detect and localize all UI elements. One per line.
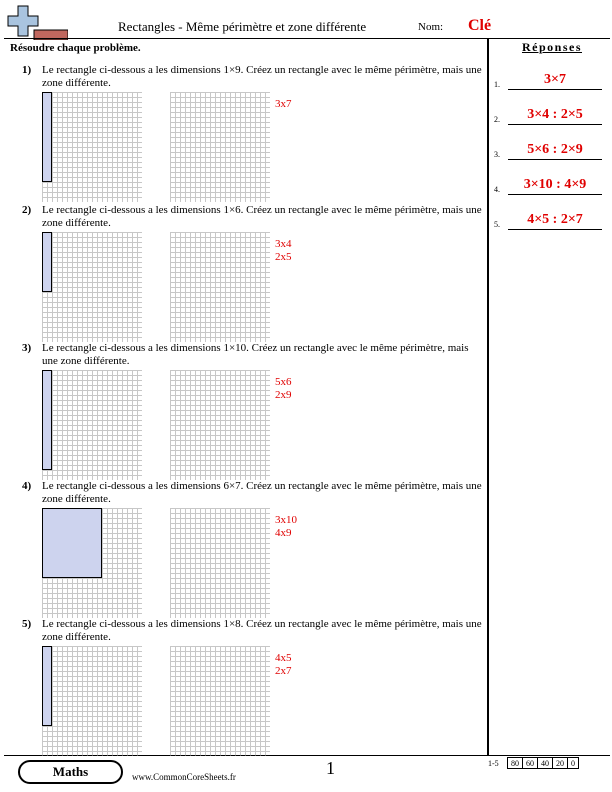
answer-value: 5×6 : 2×9 [508,141,602,160]
problem-number: 2) [22,204,32,216]
answer-grid[interactable] [170,646,270,756]
problem-text: Le rectangle ci-dessous a les dimensions 1×8. Créez un rectangle avec le même périmètre, mais une zone différente. [42,618,482,643]
given-rectangle [42,232,52,292]
answer-grid[interactable] [170,92,270,202]
given-rectangle [42,508,102,578]
answer-row [492,70,607,90]
answer-row [492,210,607,230]
subject-badge: Maths [18,760,123,784]
header-divider [4,38,610,39]
given-rectangle-grid [42,646,142,756]
score-cell: 80 [508,758,523,769]
answer-number: 2. [494,115,500,124]
given-rectangle-grid [42,232,142,342]
problem-number: 3) [22,342,32,354]
problem-answers [275,238,292,264]
score-cell: 40 [538,758,553,769]
given-rectangle-grid [42,370,142,480]
grid-paper [170,92,270,202]
given-rectangle [42,646,52,726]
problem-text: Le rectangle ci-dessous a les dimensions 6×7. Créez un rectangle avec le même périmètre, mais une zone différente. [42,480,482,505]
answer-number: 1. [494,80,500,89]
problem-number: 1) [22,64,32,76]
answers-header: Réponses [521,40,582,54]
problem-answers [275,652,292,678]
grid-paper [170,508,270,618]
problem-text: Le rectangle ci-dessous a les dimensions 1×9. Créez un rectangle avec le même périmètre, mais une zone différente. [42,64,482,89]
grid-paper [42,92,142,202]
answer-value: 3×7 [508,71,602,90]
site-url: www.CommonCoreSheets.fr [132,772,236,782]
answer-grid[interactable] [170,370,270,480]
score-cell: 60 [523,758,538,769]
given-rectangle-grid [42,92,142,202]
problem-answer: 4x5 [275,652,292,664]
answer-number: 5. [494,220,500,229]
answer-value: 3×10 : 4×9 [508,176,602,195]
plus-logo-icon [4,4,68,40]
problem-4 [0,480,488,618]
answer-grid[interactable] [170,508,270,618]
grid-paper [170,232,270,342]
answer-row [492,105,607,125]
given-rectangle-grid [42,508,142,618]
problem-answer: 5x6 [275,376,292,388]
answer-value: 3×4 : 2×5 [508,106,602,125]
score-cell: 20 [553,758,568,769]
problem-answer: 2x7 [275,665,292,677]
answer-value: 4×5 : 2×7 [508,211,602,230]
answer-row [492,140,607,160]
grid-paper [170,646,270,756]
problem-answers [275,514,297,540]
score-cell: 0 [568,758,579,769]
problem-number: 5) [22,618,32,630]
problem-text: Le rectangle ci-dessous a les dimensions 1×6. Créez un rectangle avec le même périmètre, mais une zone différente. [42,204,482,229]
grid-paper [42,232,142,342]
name-value: Clé [468,17,492,34]
problem-answer: 2x9 [275,389,292,401]
given-rectangle [42,370,52,470]
score-range-label: 1-5 [488,759,499,768]
given-rectangle [42,92,52,182]
page-title: Rectangles - Même périmètre et zone différente [118,19,367,34]
problem-2 [0,204,488,342]
answer-number: 4. [494,185,500,194]
problem-answer: 3x7 [275,98,292,110]
answer-row [492,175,607,195]
name-label: Nom: [418,21,444,33]
problem-number: 4) [22,480,32,492]
instructions: Résoudre chaque problème. [10,42,141,54]
grid-paper [42,370,142,480]
problem-answer: 3x10 [275,514,297,526]
grid-paper [170,370,270,480]
problem-answer: 4x9 [275,527,292,539]
problem-3 [0,342,488,480]
problem-answer: 2x5 [275,251,292,263]
grid-paper [42,646,142,756]
problem-1 [0,64,488,202]
problem-answers [275,376,292,402]
problem-answer: 3x4 [275,238,292,250]
score-table [507,757,579,769]
answer-grid[interactable] [170,232,270,342]
problem-text: Le rectangle ci-dessous a les dimensions 1×10. Créez un rectangle avec le même périmètre, mais une zone différente. [42,342,469,367]
answer-number: 3. [494,150,500,159]
page-number: 1 [326,758,335,778]
problem-5 [0,618,488,756]
problem-answers [275,98,292,111]
